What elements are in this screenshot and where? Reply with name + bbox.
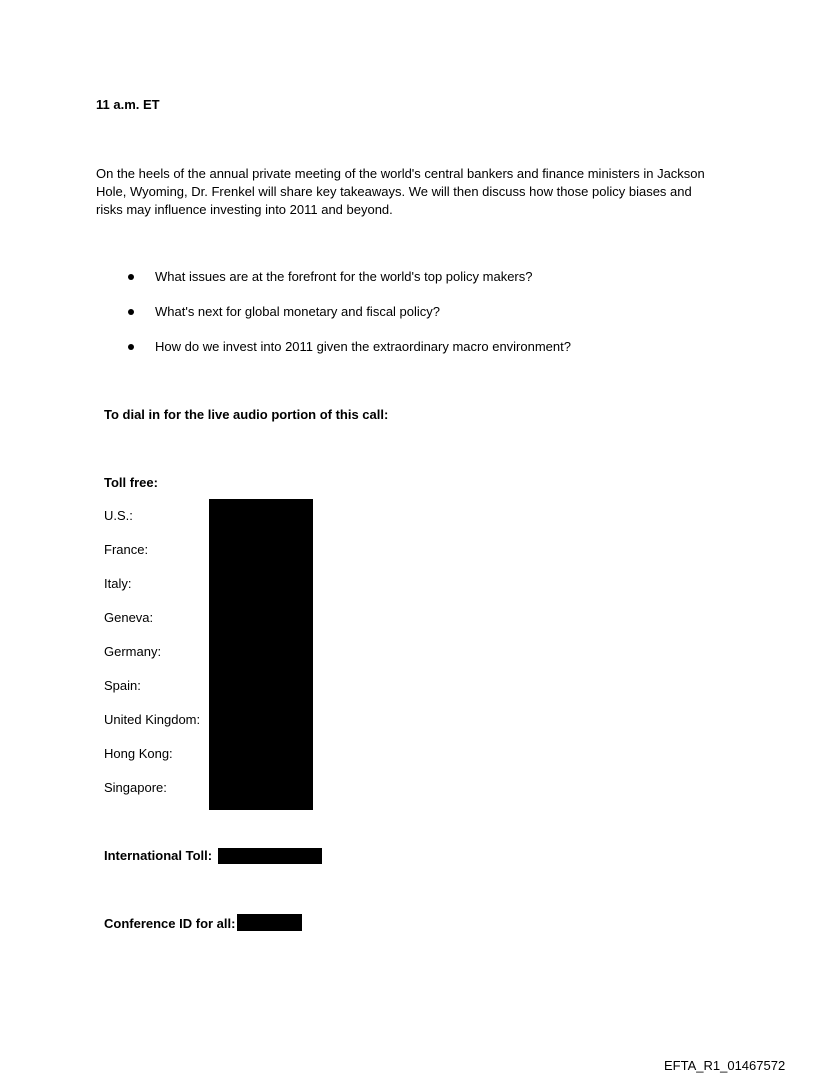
- time-heading: 11 a.m. ET: [96, 97, 160, 112]
- conference-id-label: Conference ID for all:: [104, 916, 236, 931]
- country-label-united-kingdom: United Kingdom:: [104, 712, 201, 727]
- redaction-block-toll-free-numbers: [209, 499, 313, 810]
- international-toll-label: International Toll:: [104, 848, 213, 863]
- country-label-germany: Germany:: [104, 644, 162, 659]
- toll-free-heading: Toll free:: [104, 475, 158, 490]
- document-id-footer: EFTA_R1_01467572: [664, 1058, 786, 1073]
- redaction-block-international-toll: [218, 848, 322, 864]
- country-label-geneva: Geneva:: [104, 610, 154, 625]
- country-label-spain: Spain:: [104, 678, 141, 693]
- intro-paragraph: On the heels of the annual private meeting of the world's central bankers and finance ministers in Jackson Hole, Wyoming, Dr. Frenkel will share key takeaways. We will then discuss how those policy biases and risks may influence investing into 2011 and beyond.: [96, 166, 705, 217]
- country-label-france: France:: [104, 542, 149, 557]
- country-label-hong-kong: Hong Kong:: [104, 746, 173, 761]
- country-label-singapore: Singapore:: [104, 780, 167, 795]
- bullet-dot: [128, 344, 134, 350]
- bullet-item-2: What's next for global monetary and fiscal policy?: [155, 304, 441, 319]
- bullet-item-3: How do we invest into 2011 given the extraordinary macro environment?: [155, 339, 571, 354]
- bullet-item-1: What issues are at the forefront for the world's top policy makers?: [155, 269, 533, 284]
- bullet-dot: [128, 274, 134, 280]
- redaction-block-conference-id: [237, 914, 302, 931]
- country-label-italy: Italy:: [104, 576, 132, 591]
- dial-in-heading: To dial in for the live audio portion of this call:: [104, 407, 389, 422]
- country-label-us: U.S.:: [104, 508, 133, 523]
- bullet-dot: [128, 309, 134, 315]
